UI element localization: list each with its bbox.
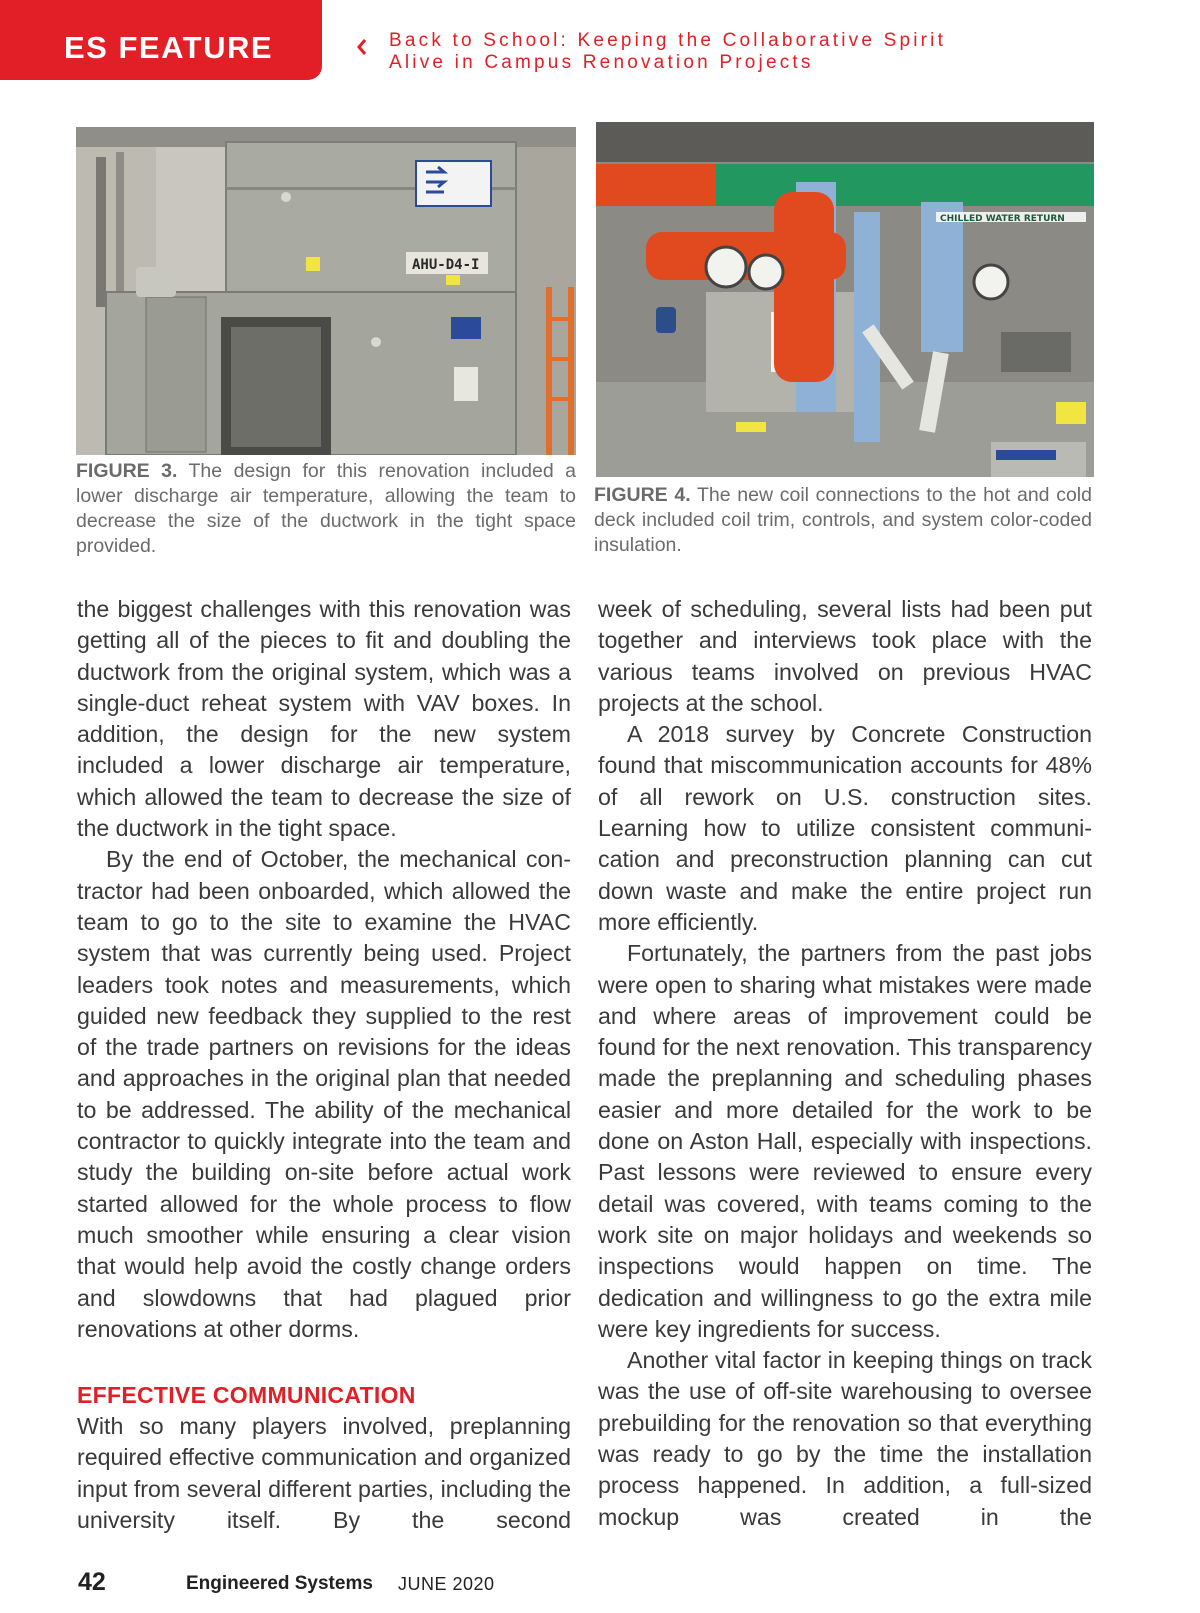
- figure3-caption-text: The design for this renovation included a lower discharge air temperature, allowing the team to decrease the size of the ductwork in the tight space provided.: [76, 460, 576, 557]
- left-paragraph-1: the biggest challenges with this renovation was getting all of the pieces to fit and doubling the ductwork from the original system, which was a single-duct reheat system with VAV boxes. In addition, the design for the new system included a lower discharge air temperature, which allowed the team to decrease the size of the ductwork in the tight space.: [77, 596, 571, 842]
- photo-unit-label: AHU-D4-I: [412, 257, 480, 273]
- right-column: [598, 594, 1092, 1533]
- right-paragraph-4: Another vital factor in keeping things on track was the use of off-site warehousing to oversee prebuilding for the renovation so that everything was ready to go by the time the installation process happened. In addition, a full-sized mockup was created in the: [598, 1347, 1092, 1530]
- left-paragraph-2: By the end of October, the mechanical contractor had been onboarded, which allowed the team to go to the site to examine the HVAC system that was currently being used. Project leaders took notes and measurements, which guided new feedback they supplied to the rest of the trade partners on revisions for the ideas and approaches in the original plan that needed to be addressed. The ability of the mechanical contractor to quickly integrate into the team and study the building on-site before actual work started allowed for the whole process to flow much smoother while ensuring a clear vision that would help avoid the costly change orders and slowdowns that had plagued prior renovations at other dorms.: [77, 846, 571, 1342]
- issue-date: JUNE 2020: [398, 1574, 495, 1594]
- section-label: ES FEATURE: [64, 30, 274, 65]
- right-paragraph-1: week of scheduling, several lists had been put together and interviews took place with the various teams involved on previous HVAC projects at the school.: [598, 596, 1092, 716]
- magazine-name: Engineered Systems: [186, 1573, 373, 1594]
- figure3-photo: [76, 127, 576, 455]
- chevron-left-icon[interactable]: [356, 38, 368, 56]
- figure4-photo: [596, 122, 1094, 477]
- figure4-caption: [594, 483, 1092, 558]
- running-title-line2[interactable]: Alive in Campus Renovation Projects: [389, 52, 814, 73]
- left-column: [77, 594, 571, 1536]
- figure4-caption-label: FIGURE 4.: [594, 484, 691, 506]
- left-paragraph-3: With so many players involved, preplanning required effective communication and organized input from several different parties, including the university itself. By the second: [77, 1413, 571, 1534]
- section-heading: EFFECTIVE COMMUNICATION: [77, 1382, 416, 1409]
- running-title-line1[interactable]: Back to School: Keeping the Collaborative Spirit: [389, 30, 947, 51]
- figure3-caption-label: FIGURE 3.: [76, 460, 178, 482]
- figure4-caption-text: The new coil connections to the hot and cold deck included coil trim, controls, and system color-coded insulation.: [594, 484, 1092, 556]
- page-number: 42: [78, 1568, 106, 1596]
- right-paragraph-2: A 2018 survey by Concrete Construction found that miscommunication accounts for 48% of all rework on U.S. construction sites. Learning how to utilize consistent communication and preconstruction planning can cut down waste and make the entire project run more efficiently.: [598, 721, 1092, 935]
- photo-pipe-label: CHILLED WATER RETURN: [940, 214, 1065, 224]
- figure3-caption: [76, 459, 576, 559]
- section-tab: [0, 0, 322, 80]
- right-paragraph-3: Fortunately, the partners from the past jobs were open to sharing what mistakes were made and where areas of improvement could be found for the next renovation. This transparency made the preplanning and scheduling phases easier and more detailed for the work to be done on Aston Hall, especially with inspections. Past lessons were reviewed to ensure every detail was covered, with teams coming to the work site on major holidays and weekends so inspections would happen on time. The dedication and willingness to go the extra mile were key ingredients for success.: [598, 940, 1092, 1342]
